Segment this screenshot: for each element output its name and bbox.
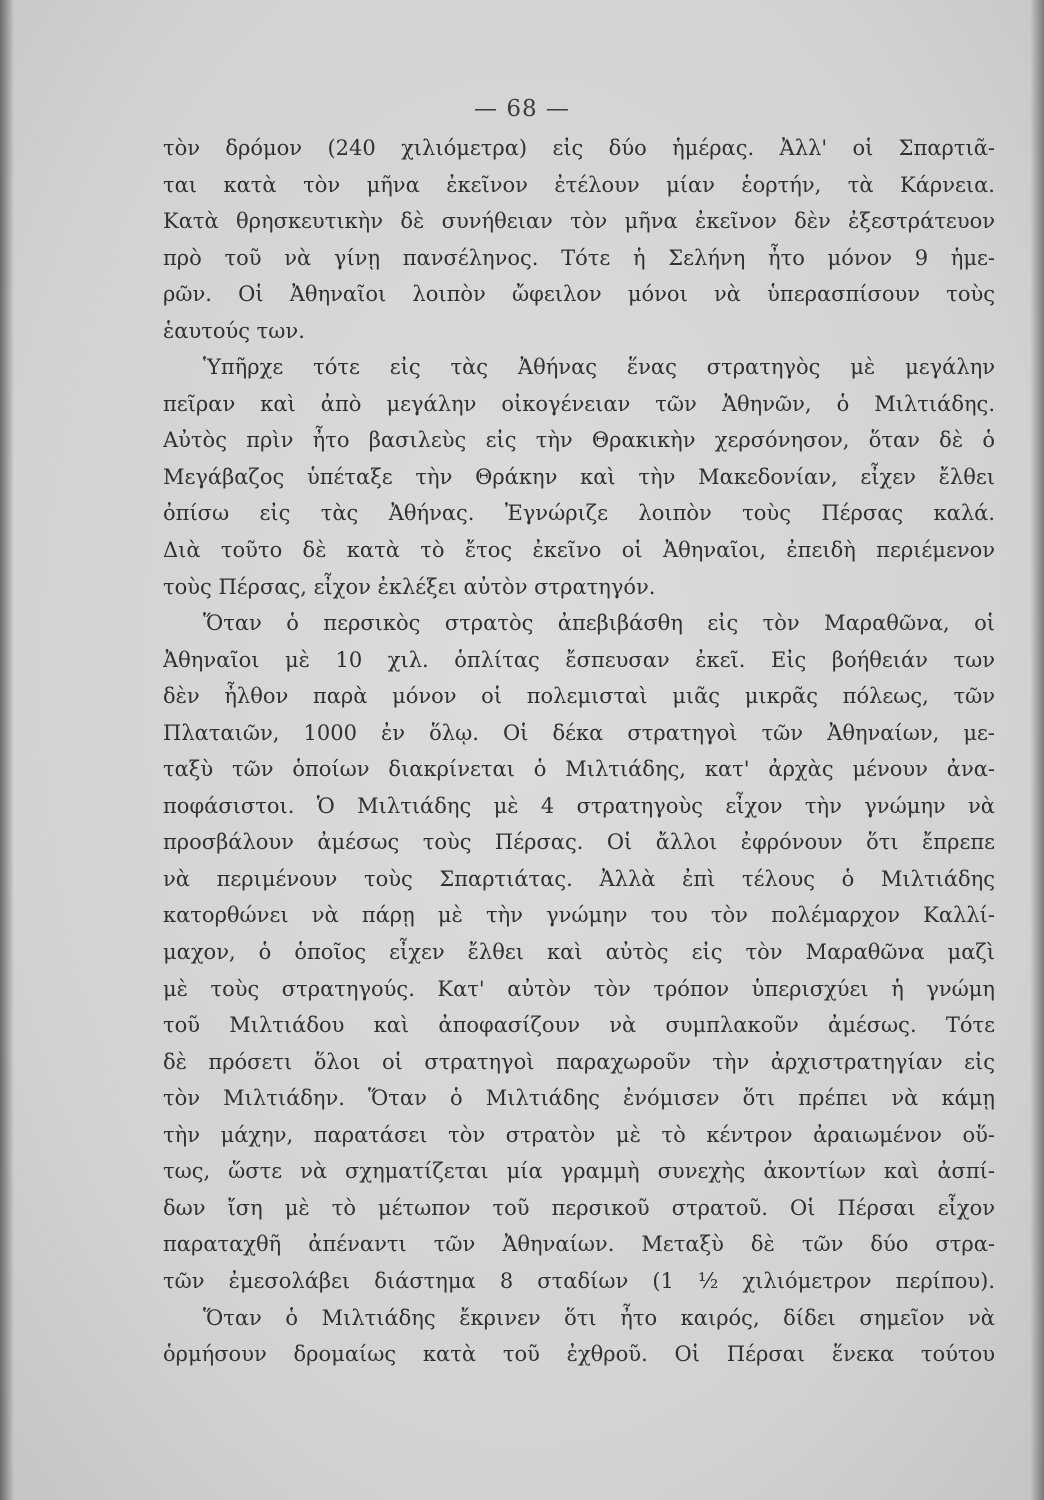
text-line: πρὸ τοῦ νὰ γίνῃ πανσέληνος. Τότε ἡ Σελήνη ἦτο μόνον 9 ἡμε- [163, 245, 995, 270]
text-line: δὲν ἦλθον παρὰ μόνον οἱ πολεμισταὶ μιᾶς μικρᾶς πόλεως, τῶν [163, 684, 995, 709]
text-line: Κατὰ θρησκευτικὴν δὲ συνήθειαν τὸν μῆνα ἐκεῖνον δὲν ἐξεστράτευον [163, 209, 995, 234]
page-right-edge-shadow [1030, 0, 1044, 1500]
text-line: ὀπίσω εἰς τὰς Ἀθήνας. Ἐγνώριζε λοιπὸν τοὺς Πέρσας καλά. [163, 501, 995, 526]
text-line: Πλαταιῶν, 1000 ἐν ὅλῳ. Οἱ δέκα στρατηγοὶ τῶν Ἀθηναίων, με- [163, 720, 995, 745]
text-line: τῶν ἐμεσολάβει διάστημα 8 σταδίων (1 ½ χιλιόμετρον περίπου). [163, 1268, 995, 1293]
text-line: μὲ τοὺς στρατηγούς. Κατ' αὐτὸν τὸν τρόπον ὑπερισχύει ἡ γνώμη [163, 976, 995, 1001]
text-line: Ὅταν ὁ Μιλτιάδης ἔκρινεν ὅτι ἦτο καιρός, δίδει σημεῖον νὰ [203, 1305, 995, 1330]
text-line: τὸν Μιλτιάδην. Ὅταν ὁ Μιλτιάδης ἐνόμισεν ὅτι πρέπει νὰ κάμῃ [163, 1086, 995, 1111]
text-line: μαχον, ὁ ὁποῖος εἶχεν ἔλθει καὶ αὐτὸς εἰς τὸν Μαραθῶνα μαζὶ [163, 940, 995, 965]
text-line: δὲ πρόσετι ὅλοι οἱ στρατηγοὶ παραχωροῦν τὴν ἀρχιστρατηγίαν εἰς [163, 1049, 995, 1074]
text-line: κατορθώνει νὰ πάρῃ μὲ τὴν γνώμην του τὸν πολέμαρχον Καλλί- [163, 903, 995, 928]
text-line: προσβάλουν ἀμέσως τοὺς Πέρσας. Οἱ ἄλλοι ἐφρόνουν ὅτι ἔπρεπε [163, 830, 995, 855]
page-left-edge-shadow [0, 0, 14, 1500]
text-line: ποφάσιστοι. Ὁ Μιλτιάδης μὲ 4 στρατηγοὺς εἶχον τὴν γνώμην νὰ [163, 793, 995, 818]
text-line: ἑαυτούς των. [163, 318, 305, 343]
text-line: Ἀθηναῖοι μὲ 10 χιλ. ὁπλίτας ἔσπευσαν ἐκεῖ. Εἰς βοήθειάν των [163, 647, 995, 672]
text-line: πεῖραν καὶ ἀπὸ μεγάλην οἰκογένειαν τῶν Ἀθηνῶν, ὁ Μιλτιάδης. [163, 391, 995, 416]
text-line: τὸν δρόμον (240 χιλιόμετρα) εἰς δύο ἡμέρας. Ἀλλ' οἱ Σπαρτιᾶ- [163, 136, 995, 160]
text-line: Ὑπῆρχε τότε εἰς τὰς Ἀθήνας ἕνας στρατηγὸς μὲ μεγάλην [203, 355, 995, 380]
text-line: παραταχθῆ ἀπέναντι τῶν Ἀθηναίων. Μεταξὺ δὲ τῶν δύο στρα- [163, 1232, 995, 1257]
text-line: δων ἴση μὲ τὸ μέτωπον τοῦ περσικοῦ στρατοῦ. Οἱ Πέρσαι εἶχον [163, 1195, 995, 1220]
text-line: ρῶν. Οἱ Ἀθηναῖοι λοιπὸν ὤφειλον μόνοι νὰ ὑπερασπίσουν τοὺς [163, 282, 995, 307]
text-line: ται κατὰ τὸν μῆνα ἐκεῖνον ἐτέλουν μίαν ἑορτήν, τὰ Κάρνεια. [163, 172, 995, 197]
text-line: τοῦ Μιλτιάδου καὶ ἀποφασίζουν νὰ συμπλακοῦν ἀμέσως. Τότε [163, 1013, 995, 1038]
page-number: — 68 — [474, 96, 570, 122]
text-line: τως, ὥστε νὰ σχηματίζεται μία γραμμὴ συνεχὴς ἀκοντίων καὶ ἀσπί- [163, 1159, 995, 1184]
text-line: τὴν μάχην, παρατάσει τὸν στρατὸν μὲ τὸ κέντρον ἀραιωμένον οὕ- [163, 1122, 995, 1147]
body-text [163, 130, 995, 1373]
text-line: Μεγάβαζος ὑπέταξε τὴν Θράκην καὶ τὴν Μακεδονίαν, εἶχεν ἔλθει [163, 464, 995, 489]
text-line: τοὺς Πέρσας, εἶχον ἐκλέξει αὐτὸν στρατηγόν. [163, 574, 656, 599]
text-line: Ὅταν ὁ περσικὸς στρατὸς ἀπεβιβάσθη εἰς τὸν Μαραθῶνα, οἱ [203, 611, 995, 636]
text-line: ὁρμήσουν δρομαίως κατὰ τοῦ ἐχθροῦ. Οἱ Πέρσαι ἕνεκα τούτου [163, 1342, 995, 1367]
text-line: Διὰ τοῦτο δὲ κατὰ τὸ ἔτος ἐκεῖνο οἱ Ἀθηναῖοι, ἐπειδὴ περιέμενον [163, 538, 995, 563]
text-line: Αὐτὸς πρὶν ἦτο βασιλεὺς εἰς τὴν Θρακικὴν χερσόνησον, ὅταν δὲ ὁ [163, 428, 995, 453]
text-line: ταξὺ τῶν ὁποίων διακρίνεται ὁ Μιλτιάδης, κατ' ἀρχὰς μένουν ἀνα- [163, 757, 995, 782]
text-line: νὰ περιμένουν τοὺς Σπαρτιάτας. Ἀλλὰ ἐπὶ τέλους ὁ Μιλτιάδης [163, 866, 995, 891]
